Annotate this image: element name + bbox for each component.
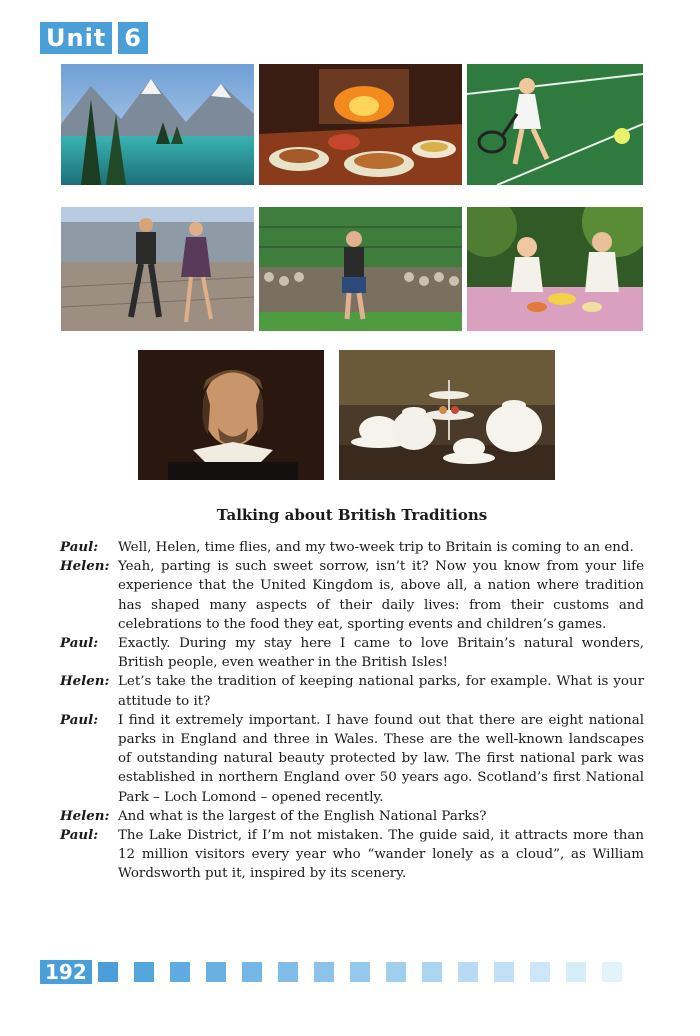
- speaker-name: Paul:: [60, 711, 99, 728]
- dialogue: [60, 538, 644, 884]
- footer-decor-square: [350, 962, 370, 982]
- dialogue-line: [60, 538, 644, 557]
- dialogue-line: [60, 634, 644, 672]
- photo-christmas-dinner: [259, 64, 462, 185]
- speech-text: The Lake District, if I’m not mistaken. The guide said, it attracts more than 12 million visitors every year who “wander lonely as a cloud”, as William Wordsworth put it, inspired by its scenery.: [118, 828, 644, 882]
- footer-decor-square: [278, 962, 298, 982]
- unit-header: [40, 22, 148, 54]
- unit-label: Unit: [40, 22, 112, 54]
- footer-decor-square: [242, 962, 262, 982]
- footer-decor-square: [494, 962, 514, 982]
- footer-decor-square: [530, 962, 550, 982]
- photo-tennis-player: [467, 64, 643, 185]
- footer-decor-square: [386, 962, 406, 982]
- footer-decor-square: [602, 962, 622, 982]
- speech-text: Exactly. During my stay here I came to love Britain’s natural wonders, British people, even weather in the British Isles!: [118, 636, 644, 671]
- dialogue-line: [60, 807, 644, 826]
- photo-highland-games: [259, 207, 462, 331]
- footer-decor-square: [206, 962, 226, 982]
- footer-decor-square: [134, 962, 154, 982]
- speaker-name: Helen:: [60, 558, 110, 575]
- speaker-name: Paul:: [60, 635, 99, 652]
- section-title: Talking about British Traditions: [216, 506, 488, 524]
- page-footer: [40, 960, 638, 984]
- dialogue-line: [60, 826, 644, 884]
- dialogue-line: [60, 672, 644, 710]
- speaker-name: Paul:: [60, 539, 99, 555]
- footer-decor-square: [566, 962, 586, 982]
- speech-text: Let’s take the tradition of keeping national parks, for example. What is your attitude to it?: [118, 674, 644, 709]
- speech-text: Well, Helen, time flies, and my two-week trip to Britain is coming to an end.: [118, 540, 634, 555]
- photo-tea-service: [339, 350, 555, 480]
- footer-decor-square: [98, 962, 118, 982]
- footer-decor-square: [314, 962, 334, 982]
- footer-decor-square: [458, 962, 478, 982]
- dialogue-line: [60, 711, 644, 807]
- page-number: 192: [40, 960, 92, 984]
- speech-text: I find it extremely important. I have found out that there are eight national parks in England and three in Wales. These are the well-known landscapes of outstanding natural beauty protected by law. The first national park was established in northern England over 50 years ago. Scotland’s first National Park – Loch Lomond – opened recently.: [118, 712, 644, 805]
- speech-text: Yeah, parting is such sweet sorrow, isn’t it? Now you know from your life experience that the United Kingdom is, above all, a nation where tradition has shaped many aspects of their daily lives: from their customs and celebrations to the food they eat, sporting events and children’s games.: [118, 559, 644, 632]
- speech-text: And what is the largest of the English National Parks?: [118, 808, 487, 824]
- photo-lake-landscape: [61, 64, 254, 185]
- speaker-name: Helen:: [60, 807, 110, 824]
- dialogue-line: [60, 557, 644, 634]
- speaker-name: Helen:: [60, 673, 110, 690]
- speaker-name: Paul:: [60, 827, 99, 844]
- footer-decor-square: [170, 962, 190, 982]
- footer-decor-square: [422, 962, 442, 982]
- photo-shakespeare-portrait: [138, 350, 324, 480]
- unit-number: 6: [118, 22, 148, 54]
- photo-garden-picnic: [467, 207, 643, 331]
- photo-dancing-couple: [61, 207, 254, 331]
